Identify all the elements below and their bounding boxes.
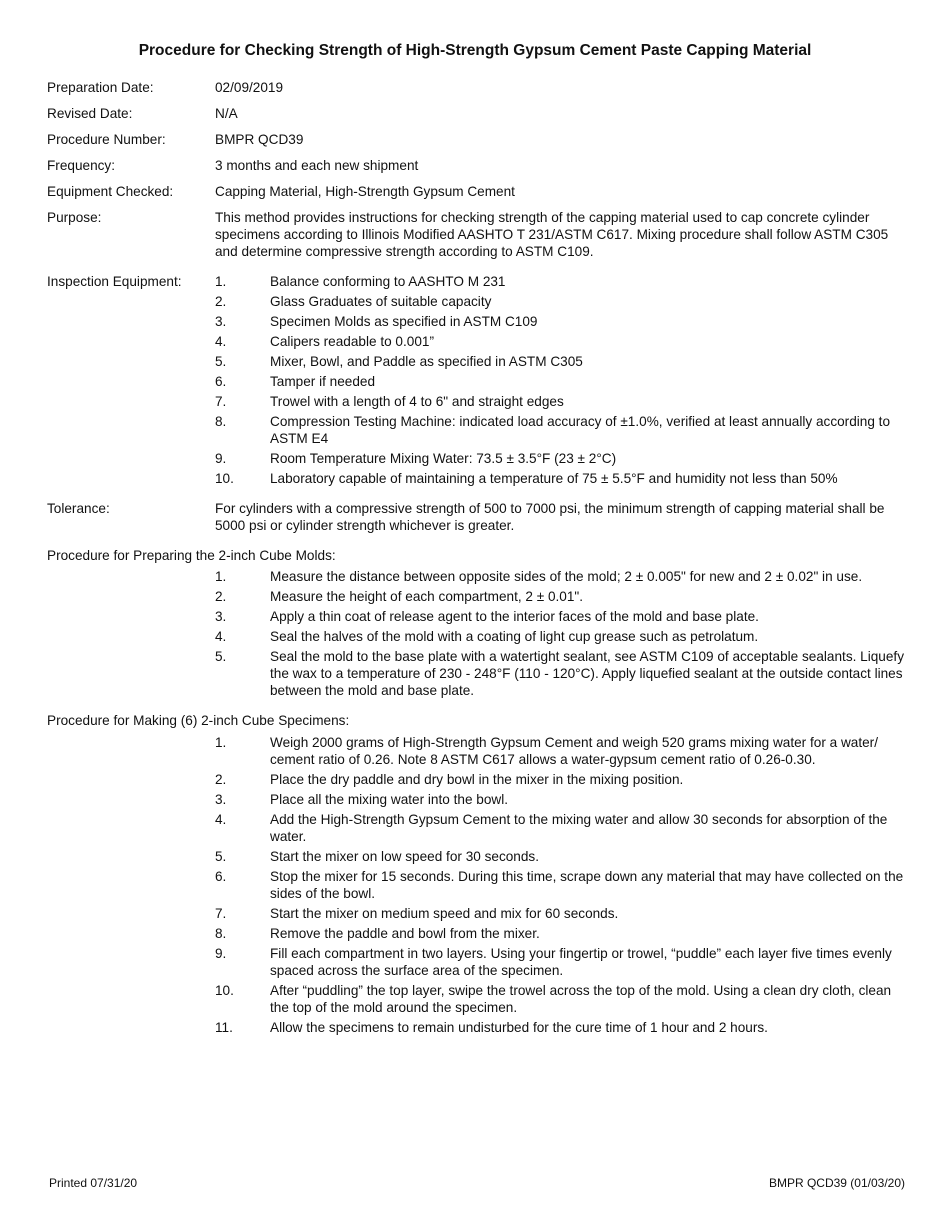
list-item — [215, 1019, 910, 1036]
list-item — [215, 771, 910, 788]
list-item — [215, 811, 910, 845]
item-number: 2. — [215, 294, 227, 309]
item-number: 9. — [215, 946, 227, 961]
item-text: Mixer, Bowl, and Paddle as specified in ASTM C305 — [270, 354, 583, 369]
list-item — [215, 945, 910, 979]
item-text: Laboratory capable of maintaining a temperature of 75 ± 5.5°F and humidity not less than 50% — [270, 471, 838, 486]
item-text: Weigh 2000 grams of High-Strength Gypsum Cement and weigh 520 grams mixing water for a water/ cement ratio of 0.26. Note 8 ASTM C617 allows a water-gypsum cement ratio of 0.26-0.30. — [270, 735, 878, 767]
frequency-value: 3 months and each new shipment — [215, 158, 419, 173]
item-text: Measure the height of each compartment, 2 ± 0.01". — [270, 589, 584, 604]
item-number: 7. — [215, 906, 227, 921]
item-number: 4. — [215, 812, 227, 827]
item-text: Specimen Molds as specified in ASTM C109 — [270, 314, 538, 329]
list-item — [215, 734, 910, 768]
item-text: Remove the paddle and bowl from the mixer. — [270, 926, 540, 941]
list-item — [215, 648, 910, 699]
item-number: 5. — [215, 649, 227, 664]
item-text: After “puddling” the top layer, swipe the trowel across the top of the mold. Using a clean dry cloth, clean the top of the mold around the specimen. — [270, 983, 892, 1015]
equipment-checked-value: Capping Material, High-Strength Gypsum Cement — [215, 184, 515, 199]
item-text: Balance conforming to AASHTO M 231 — [270, 274, 506, 289]
item-number: 2. — [215, 772, 227, 787]
list-item — [215, 450, 910, 467]
item-text: Start the mixer on low speed for 30 seconds. — [270, 849, 539, 864]
inspection-equipment-label: Inspection Equipment: — [47, 274, 182, 289]
item-text: Calipers readable to 0.001” — [270, 334, 434, 349]
tolerance-label: Tolerance: — [47, 501, 110, 516]
item-number: 4. — [215, 629, 227, 644]
item-text: Seal the halves of the mold with a coating of light cup grease such as petrolatum. — [270, 629, 759, 644]
item-number: 8. — [215, 414, 227, 429]
list-item — [215, 791, 910, 808]
item-text: Add the High-Strength Gypsum Cement to the mixing water and allow 30 seconds for absorption of the water. — [270, 812, 888, 844]
list-item — [215, 413, 910, 447]
list-item — [215, 628, 910, 645]
item-number: 10. — [215, 983, 234, 998]
list-item — [215, 470, 910, 487]
item-text: Trowel with a length of 4 to 6" and straight edges — [270, 394, 564, 409]
item-number: 1. — [215, 569, 227, 584]
purpose-label: Purpose: — [47, 210, 102, 225]
item-text: Stop the mixer for 15 seconds. During this time, scrape down any material that may have collected on the sides of the bowl. — [270, 869, 904, 901]
specimens-section-heading: Procedure for Making (6) 2-inch Cube Specimens: — [47, 713, 350, 728]
procedure-number-label: Procedure Number: — [47, 132, 166, 147]
preparation-date-label: Preparation Date: — [47, 80, 154, 95]
list-item — [215, 868, 910, 902]
list-item — [215, 848, 910, 865]
footer-printed-date: Printed 07/31/20 — [49, 1176, 138, 1190]
item-number: 10. — [215, 471, 234, 486]
item-text: Start the mixer on medium speed and mix for 60 seconds. — [270, 906, 619, 921]
item-text: Place the dry paddle and dry bowl in the mixer in the mixing position. — [270, 772, 684, 787]
list-item — [215, 293, 910, 310]
item-text: Seal the mold to the base plate with a watertight sealant, see ASTM C109 of acceptable sealants. Liquefy the wax to a temperature of 230 - 248°F (110 - 120°C). Apply liquefied sealant at the outside contact lines between the mold and base plate. — [270, 649, 905, 698]
list-item — [215, 373, 910, 390]
item-text: Tamper if needed — [270, 374, 376, 389]
equipment-checked-label: Equipment Checked: — [47, 184, 174, 199]
frequency-label: Frequency: — [47, 158, 116, 173]
inspection-equipment-list — [215, 273, 910, 487]
item-number: 9. — [215, 451, 227, 466]
item-number: 6. — [215, 869, 227, 884]
list-item — [215, 568, 910, 585]
item-number: 5. — [215, 354, 227, 369]
list-item — [215, 353, 910, 370]
item-text: Glass Graduates of suitable capacity — [270, 294, 492, 309]
molds-section-heading: Procedure for Preparing the 2-inch Cube Molds: — [47, 548, 336, 563]
item-number: 1. — [215, 274, 227, 289]
item-number: 4. — [215, 334, 227, 349]
item-text: Fill each compartment in two layers. Using your fingertip or trowel, “puddle” each layer five times evenly spaced across the surface area of the specimen. — [270, 946, 892, 978]
page-title: Procedure for Checking Strength of High-Strength Gypsum Cement Paste Capping Material — [138, 42, 812, 59]
footer-document-id: BMPR QCD39 (01/03/20) — [768, 1176, 905, 1190]
molds-procedure-list — [215, 568, 910, 699]
item-number: 6. — [215, 374, 227, 389]
tolerance-value: For cylinders with a compressive strength of 500 to 7000 psi, the minimum strength of capping material shall be 5000 psi or cylinder strength whichever is greater. — [215, 501, 885, 533]
item-number: 1. — [215, 735, 227, 750]
list-item — [215, 313, 910, 330]
item-text: Compression Testing Machine: indicated load accuracy of ±1.0%, verified at least annually according to ASTM E4 — [270, 414, 891, 446]
item-number: 2. — [215, 589, 227, 604]
item-number: 5. — [215, 849, 227, 864]
procedure-number-value: BMPR QCD39 — [215, 132, 304, 147]
list-item — [215, 393, 910, 410]
item-number: 3. — [215, 314, 227, 329]
list-item — [215, 905, 910, 922]
list-item — [215, 925, 910, 942]
item-text: Place all the mixing water into the bowl. — [270, 792, 509, 807]
item-number: 3. — [215, 792, 227, 807]
list-item — [215, 273, 910, 290]
list-item — [215, 608, 910, 625]
item-number: 3. — [215, 609, 227, 624]
item-text: Allow the specimens to remain undisturbed for the cure time of 1 hour and 2 hours. — [270, 1020, 768, 1035]
item-text: Measure the distance between opposite sides of the mold; 2 ± 0.005" for new and 2 ± 0.02" in use. — [270, 569, 863, 584]
item-number: 7. — [215, 394, 227, 409]
item-number: 8. — [215, 926, 227, 941]
list-item — [215, 588, 910, 605]
revised-date-label: Revised Date: — [47, 106, 133, 121]
item-text: Room Temperature Mixing Water: 73.5 ± 3.5°F (23 ± 2°C) — [270, 451, 617, 466]
purpose-value: This method provides instructions for checking strength of the capping material used to cap concrete cylinder specimens according to Illinois Modified AASHTO T 231/ASTM C617. Mixing procedure shall follow ASTM C305 and determine compressive strength according to ASTM C109. — [215, 210, 889, 259]
list-item — [215, 982, 910, 1016]
preparation-date-value: 02/09/2019 — [215, 80, 284, 95]
specimens-procedure-list — [215, 734, 910, 1036]
item-text: Apply a thin coat of release agent to the interior faces of the mold and base plate. — [270, 609, 759, 624]
item-number: 11. — [215, 1020, 233, 1035]
revised-date-value: N/A — [215, 106, 238, 121]
list-item — [215, 333, 910, 350]
